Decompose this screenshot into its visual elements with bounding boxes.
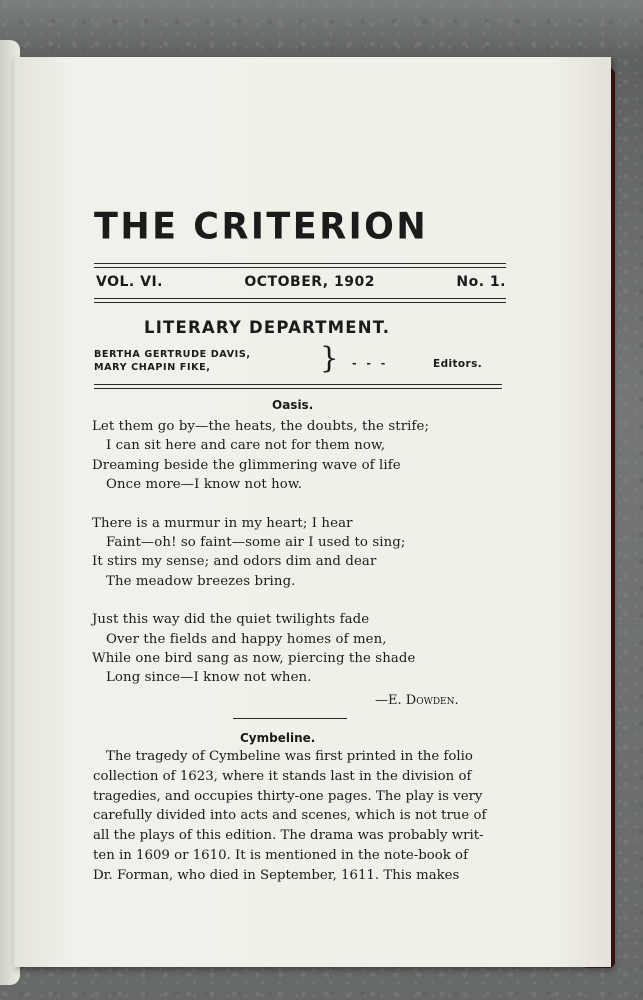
essay-line: Dr. Forman, who died in September, 1611. This makes: [93, 867, 460, 883]
essay-title: Cymbeline.: [240, 731, 316, 745]
poem-line: There is a murmur in my heart; I hear: [92, 515, 353, 531]
poem-line: It stirs my sense; and odors dim and dear: [92, 554, 377, 570]
poem-attribution: [375, 693, 459, 708]
poem-line: The meadow breezes bring.: [106, 573, 296, 589]
rule-top-1: [94, 263, 506, 264]
editor-name: MARY CHAPIN FIKE,: [94, 362, 211, 373]
essay-body: [93, 747, 493, 886]
stanza: [92, 417, 522, 495]
poem-line: Once more—I know not how.: [106, 477, 303, 493]
poem-line: Faint—oh! so faint—some air I used to sing;: [106, 535, 406, 551]
issue-number: No. 1.: [456, 274, 506, 290]
section-divider: [233, 718, 347, 719]
brace-glyph: }: [320, 341, 339, 375]
essay-line: all the plays of this edition. The drama was probably writ-: [93, 828, 484, 844]
book-page: [14, 57, 611, 967]
essay-line: The tragedy of Cymbeline was first printed in the folio: [106, 749, 473, 764]
poem-line: Just this way did the quiet twilights fade: [92, 612, 370, 628]
editor-dashes: - - -: [352, 357, 389, 370]
poem-line: Over the fields and happy homes of men,: [106, 631, 387, 647]
attribution-name: Dowden.: [405, 693, 459, 708]
rule-mid-2: [94, 302, 506, 303]
essay-line: tragedies, and occupies thirty-one pages. The play is very: [93, 788, 483, 804]
editor-names: [94, 348, 251, 374]
stanza: [92, 514, 522, 592]
essay-line: carefully divided into acts and scenes, which is not true of: [93, 808, 487, 824]
department-heading: LITERARY DEPARTMENT.: [144, 318, 391, 337]
poem-title: Oasis.: [272, 398, 314, 412]
rule-bottom-2: [94, 388, 502, 389]
poem-line: I can sit here and care not for them now,: [106, 438, 386, 454]
essay-line: ten in 1609 or 1610. It is mentioned in the note-book of: [93, 847, 468, 863]
poem-line: Let them go by—the heats, the doubts, the strife;: [92, 419, 430, 434]
issue-info-row: [96, 274, 506, 290]
volume-label: VOL. VI.: [96, 274, 163, 290]
stanza: [92, 610, 522, 688]
rule-bottom-1: [94, 384, 502, 385]
poem-line: Long since—I know not when.: [106, 670, 312, 686]
issue-date: OCTOBER, 1902: [244, 274, 375, 290]
rule-mid-1: [94, 298, 506, 299]
journal-title: THE CRITERION: [94, 206, 429, 248]
poem-body: [92, 417, 522, 707]
attribution-prefix: —E.: [375, 693, 406, 708]
poem-line: Dreaming beside the glimmering wave of life: [92, 457, 401, 473]
editor-name: BERTHA GERTRUDE DAVIS,: [94, 349, 251, 360]
editors-label: Editors.: [433, 358, 483, 370]
essay-line: collection of 1623, where it stands last in the division of: [93, 768, 472, 784]
poem-line: While one bird sang as now, piercing the shade: [92, 651, 416, 667]
rule-top-2: [94, 267, 506, 268]
